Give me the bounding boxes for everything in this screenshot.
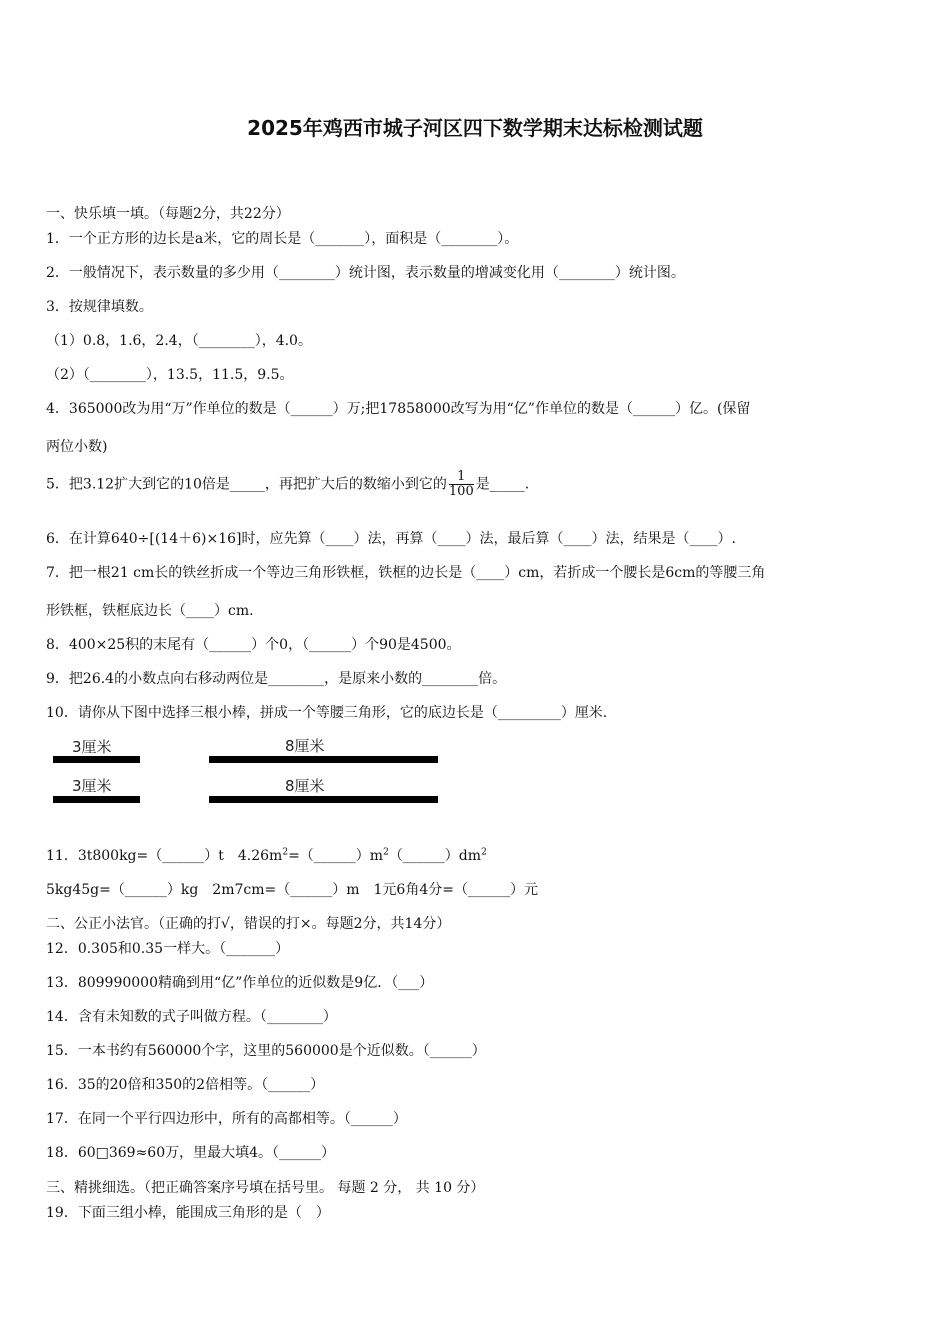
- question-11-part-a: 11．3t800kg=（______）t 4.26m: [46, 848, 283, 864]
- stick-3cm-bottom: [53, 796, 140, 803]
- question-3-part-2: （2）（________），13.5，11.5，9.5。: [46, 367, 294, 383]
- question-3: 3．按规律填数。: [46, 299, 153, 315]
- question-4-line-1: 4．365000改为用“万”作单位的数是（______）万;把17858000改写为用“亿”作单位的数是（______）亿。(保留: [46, 401, 751, 417]
- question-15: 15．一本书约有560000个字，这里的560000是个近似数。（______）: [46, 1043, 486, 1059]
- section-1-heading: 一、快乐填一填。（每题2分，共22分）: [46, 206, 290, 222]
- question-19: 19．下面三组小棒，能围成三角形的是（ ）: [46, 1205, 330, 1221]
- stick-8cm-top: [209, 756, 438, 763]
- question-13: 13．809990000精确到用“亿”作单位的近似数是9亿．（___）: [46, 975, 434, 991]
- stick-label-8cm-bottom: 8厘米: [285, 777, 325, 795]
- stick-3cm-top: [53, 756, 140, 763]
- question-17: 17．在同一个平行四边形中，所有的高都相等。（______）: [46, 1111, 407, 1127]
- question-10: 10．请你从下图中选择三根小棒，拼成一个等腰三角形，它的底边长是（_________）厘米.: [46, 705, 608, 721]
- question-7-line-2: 形铁框，铁框底边长（____）cm.: [46, 603, 254, 619]
- question-12: 12．0.305和0.35一样大。（_______）: [46, 941, 290, 957]
- question-11-part-c: （______）dm: [388, 848, 482, 864]
- question-16: 16．35的20倍和350的2倍相等。（______）: [46, 1077, 325, 1093]
- question-4-line-2: 两位小数): [46, 439, 108, 455]
- question-5-text-before: 5．把3.12扩大到它的10倍是_____，再把扩大后的数缩小到它的: [46, 476, 447, 493]
- question-7-line-1: 7．把一根21 cm长的铁丝折成一个等边三角形铁框，铁框的边长是（____）cm，若折成一个腰长是6cm的等腰三角: [46, 565, 766, 581]
- stick-label-8cm-top: 8厘米: [285, 737, 325, 755]
- fraction-one-hundredth: [449, 470, 474, 499]
- question-6: 6．在计算640÷[(14＋6)×16]时，应先算（____）法，再算（____）法，最后算（____）法，结果是（____）.: [46, 531, 736, 547]
- superscript-2: 2: [383, 847, 389, 858]
- question-11-part-b: =（______）m: [288, 848, 384, 864]
- question-14: 14．含有未知数的式子叫做方程。（________）: [46, 1009, 337, 1025]
- question-11-line-1: [46, 845, 487, 865]
- section-3-heading: 三、精挑细选。（把正确答案序号填在括号里。 每题 2 分， 共 10 分）: [46, 1180, 485, 1196]
- section-2-heading: 二、公正小法官。（正确的打√，错误的打×。每题2分，共14分）: [46, 916, 451, 932]
- page-title: 2025年鸡西市城子河区四下数学期末达标检测试题: [247, 116, 703, 140]
- question-5-text-after: 是_____.: [475, 476, 530, 493]
- stick-label-3cm-bottom: 3厘米: [72, 777, 112, 795]
- superscript-2: 2: [481, 847, 487, 858]
- question-1: 1．一个正方形的边长是a米，它的周长是（_______），面积是（________）。: [46, 231, 519, 247]
- question-3-part-1: （1）0.8，1.6，2.4，（________），4.0。: [46, 333, 312, 349]
- question-8: 8．400×25积的末尾有（______）个0，（______）个90是4500。: [46, 637, 461, 653]
- stick-label-3cm-top: 3厘米: [72, 738, 112, 756]
- question-9: 9．把26.4的小数点向右移动两位是________，是原来小数的________倍。: [46, 671, 507, 687]
- question-2: 2．一般情况下，表示数量的多少用（________）统计图，表示数量的增减变化用（________）统计图。: [46, 265, 685, 281]
- superscript-2: 2: [282, 847, 289, 858]
- fraction-denominator: 100: [448, 484, 474, 499]
- question-11-line-2: 5kg45g=（______）kg 2m7cm=（______）m 1元6角4分=（______）元: [46, 882, 538, 898]
- stick-8cm-bottom: [209, 796, 438, 803]
- question-5: [46, 470, 529, 499]
- fraction-numerator: 1: [449, 470, 474, 485]
- question-18: 18．60□369≈60万，里最大填4。（______）: [46, 1145, 336, 1161]
